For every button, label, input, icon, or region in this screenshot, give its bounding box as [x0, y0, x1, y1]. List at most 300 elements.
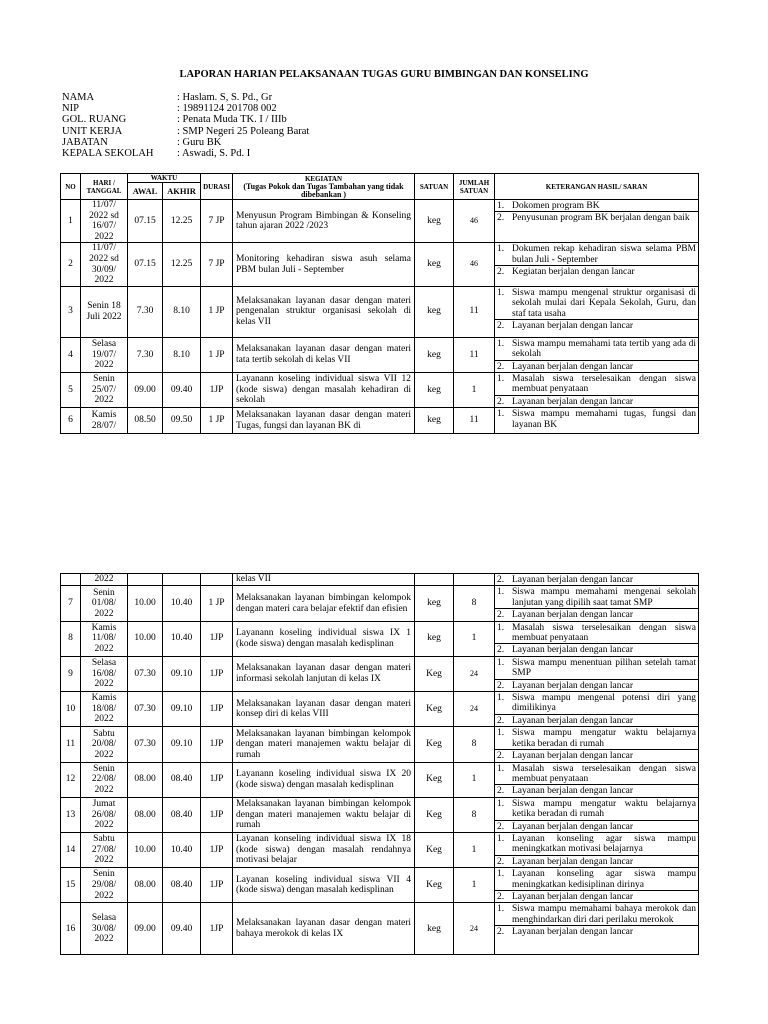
row-durasi: 1JP: [201, 656, 233, 691]
table-row: [61, 337, 699, 372]
keterangan-item: [495, 608, 698, 620]
row-no: 13: [61, 797, 81, 832]
row-akhir: 08.40: [163, 797, 201, 832]
row-no: 15: [61, 868, 81, 903]
row-akhir: 8.10: [163, 337, 201, 372]
row-durasi: 1 JP: [201, 586, 233, 621]
header-kegiatan-sub: (Tugas Pokok dan Tugas Tambahan yang tidak dibebankan ): [243, 181, 404, 199]
keterangan-item: [495, 265, 698, 277]
row-satuan: keg: [415, 200, 454, 243]
keterangan-item: [495, 319, 698, 331]
keterangan-text: Penyusunan program BK berjalan dengan baik: [512, 213, 690, 224]
keterangan-text: Layanan berjalan dengan lancar: [512, 575, 634, 585]
header-akhir: AKHIR: [163, 183, 201, 200]
row-jumlah: 24: [454, 903, 495, 955]
row-keterangan: [495, 656, 699, 691]
keterangan-number: 1.: [497, 657, 505, 668]
keterangan-number: 1.: [497, 833, 505, 844]
row-keterangan: [495, 586, 699, 621]
table-row: [61, 574, 699, 586]
row-jumlah: 24: [454, 656, 495, 691]
keterangan-item: [495, 784, 698, 796]
row-durasi: [201, 574, 233, 586]
row-no: 1: [61, 200, 81, 243]
keterangan-item: [495, 395, 698, 407]
keterangan-text: Siswa mampu memahami tata tertib yang ada di sekolah: [512, 338, 697, 360]
row-satuan: keg: [415, 337, 454, 372]
keterangan-text: Layanan berjalan dengan lancar: [512, 680, 634, 691]
keterangan-text: Layanan konseling agar siswa mampu meningkatkan motivasi belajarnya: [512, 833, 696, 855]
keterangan-item: [495, 820, 698, 832]
row-awal: 07.30: [128, 727, 163, 762]
row-awal: 7.30: [128, 286, 163, 337]
row-awal: 08.00: [128, 797, 163, 832]
row-kegiatan: Layanann koseling individual siswa IX 1 (kode siswa) dengan masalah kedisplinan: [233, 621, 415, 656]
table-row: [61, 692, 699, 727]
keterangan-number: 2.: [497, 645, 505, 656]
row-date: Senin 01/08/ 2022: [81, 586, 128, 621]
row-akhir: 09.50: [163, 408, 201, 434]
row-jumlah: 11: [454, 337, 495, 372]
keterangan-number: 2.: [497, 610, 505, 621]
row-keterangan: [495, 408, 699, 434]
row-date: Jumat 26/08/ 2022: [81, 797, 128, 832]
keterangan-text: Layanan konseling agar siswa mampu meningkatkan kedisiplinan dirinya: [512, 869, 696, 890]
row-jumlah: 1: [454, 621, 495, 656]
row-kegiatan: Layanann koseling individual siswa IX 20 (kode siswa) dengan masalah kedisplinan: [233, 762, 415, 797]
keterangan-item: [495, 622, 698, 644]
row-kegiatan: Menyusun Program Bimbingan & Konseling tahun ajaran 2022 /2023: [233, 200, 415, 243]
row-jumlah: 1: [454, 372, 495, 407]
keterangan-item: [495, 373, 698, 395]
row-awal: 08.50: [128, 408, 163, 434]
keterangan-item: [495, 408, 698, 430]
keterangan-item: [495, 338, 698, 360]
keterangan-text: Siswa mampu memahami bahaya merokok dan menghindarkan diri dari perilaku merokok: [512, 904, 696, 925]
row-jumlah: 46: [454, 243, 495, 286]
keterangan-number: 2.: [497, 267, 505, 278]
identity-key: NAMA: [62, 92, 95, 103]
table-row: [61, 727, 699, 762]
keterangan-number: 2.: [497, 927, 505, 938]
row-akhir: 09.40: [163, 903, 201, 955]
keterangan-number: 1.: [497, 728, 505, 739]
row-durasi: 1 JP: [201, 286, 233, 337]
row-jumlah: 46: [454, 200, 495, 243]
row-akhir: 10.40: [163, 586, 201, 621]
keterangan-number: 1.: [497, 622, 505, 633]
keterangan-text: Layanan berjalan dengan lancar: [512, 751, 634, 762]
row-jumlah: 11: [454, 286, 495, 337]
row-kegiatan: Melaksanakan layanan dasar dengan materi Tugas, fungsi dan layanan BK di: [233, 408, 415, 434]
keterangan-text: Siswa mampu mengenal potensi diri yang dimilikinya: [512, 693, 696, 714]
activity-table-page-2: [60, 573, 699, 955]
row-no: 9: [61, 656, 81, 691]
keterangan-text: Layanan berjalan dengan lancar: [512, 715, 634, 726]
keterangan-item: [495, 749, 698, 761]
header-satuan: SATUAN: [415, 174, 454, 200]
keterangan-number: 1.: [497, 904, 505, 915]
keterangan-text: Siswa mampu mengatur waktu belajarnya ketika beradan di rumah: [512, 728, 696, 749]
row-durasi: 1JP: [201, 692, 233, 727]
row-jumlah: 8: [454, 797, 495, 832]
keterangan-text: Layanan berjalan dengan lancar: [512, 320, 634, 331]
row-satuan: keg: [415, 243, 454, 286]
row-durasi: 7 JP: [201, 200, 233, 243]
row-satuan: keg: [415, 586, 454, 621]
row-keterangan: [495, 762, 699, 797]
table-row: [61, 656, 699, 691]
row-keterangan: [495, 621, 699, 656]
row-awal: 7.30: [128, 337, 163, 372]
keterangan-item: [495, 855, 698, 867]
row-jumlah: 24: [454, 692, 495, 727]
row-keterangan: [495, 200, 699, 243]
table-row: [61, 903, 699, 955]
row-kegiatan: Melaksanakan layanan bimbingan kelompok dengan materi manajemen waktu belajar di rumah: [233, 727, 415, 762]
keterangan-item: [495, 833, 698, 855]
row-no: 6: [61, 408, 81, 434]
keterangan-item: [495, 890, 698, 902]
row-keterangan: [495, 372, 699, 407]
row-kegiatan: Layanan konseling individual siswa IX 18 (kode siswa) dengan masalah rendahnya motivasi belajar: [233, 832, 415, 867]
row-jumlah: [454, 574, 495, 586]
keterangan-item: [495, 925, 698, 937]
row-durasi: 1 JP: [201, 337, 233, 372]
row-date: Selasa 30/08/ 2022: [81, 903, 128, 955]
row-keterangan: [495, 832, 699, 867]
keterangan-item: [495, 657, 698, 679]
row-date: Kamis 28/07/: [81, 408, 128, 434]
row-date: 11/07/ 2022 sd 16/07/ 2022: [81, 200, 128, 243]
row-awal: 07.30: [128, 692, 163, 727]
keterangan-text: Siswa mampu menentuan pilihan setelah tamat SMP: [512, 657, 696, 679]
row-kegiatan: Layanan koseling individual siswa VII 4 (kode siswa) dengan masalah kedisplinan: [233, 868, 415, 903]
row-keterangan: [495, 337, 699, 372]
keterangan-text: Layanan berjalan dengan lancar: [512, 610, 634, 621]
keterangan-text: Siswa mampu mengenal struktur organisasi di sekolah mulai dari Kepala Sekolah, Guru, dan staf tata usaha: [512, 287, 697, 319]
keterangan-item: [495, 586, 698, 608]
keterangan-item: [495, 868, 698, 890]
keterangan-text: Layanan berjalan dengan lancar: [512, 821, 634, 832]
row-date: Senin 25/07/ 2022: [81, 372, 128, 407]
row-durasi: 1 JP: [201, 408, 233, 434]
row-akhir: 12.25: [163, 243, 201, 286]
row-akhir: 09.40: [163, 372, 201, 407]
row-satuan: keg: [415, 903, 454, 955]
row-no: 4: [61, 337, 81, 372]
report-title: LAPORAN HARIAN PELAKSANAAN TUGAS GURU BIMBINGAN DAN KONSELING: [179, 69, 589, 80]
keterangan-text: Layanan berjalan dengan lancar: [512, 396, 634, 407]
row-no: 2: [61, 243, 81, 286]
keterangan-number: 2.: [497, 856, 505, 867]
row-satuan: [415, 574, 454, 586]
row-awal: 10.00: [128, 621, 163, 656]
row-date: Kamis 11/08/ 2022: [81, 621, 128, 656]
row-kegiatan: Melaksanakan layanan dasar dengan materi konsep diri di kelas VIII: [233, 692, 415, 727]
header-tanggal: HARI / TANGGAL: [81, 174, 128, 200]
row-durasi: 1JP: [201, 762, 233, 797]
row-awal: 08.00: [128, 762, 163, 797]
row-no: 7: [61, 586, 81, 621]
row-keterangan: [495, 868, 699, 903]
identity-value: : SMP Negeri 25 Poleang Barat: [177, 125, 310, 137]
row-no: 14: [61, 832, 81, 867]
keterangan-number: 2.: [497, 891, 505, 902]
header-no: NO: [61, 174, 81, 200]
header-jumlah: JUMLAH SATUAN: [454, 174, 495, 200]
keterangan-text: Siswa mampu mengatur waktu belajarnya ketika beradan di rumah: [512, 798, 696, 820]
row-awal: 09.00: [128, 903, 163, 955]
row-satuan: keg: [415, 286, 454, 337]
row-no: 10: [61, 692, 81, 727]
keterangan-text: Kegiatan berjalan dengan lancar: [512, 267, 635, 278]
row-awal: 09.00: [128, 372, 163, 407]
row-satuan: Keg: [415, 692, 454, 727]
row-awal: 10.00: [128, 832, 163, 867]
table-row: [61, 868, 699, 903]
row-keterangan: [495, 727, 699, 762]
table-row: [61, 243, 699, 286]
keterangan-text: Dokomen program BK: [512, 201, 600, 211]
row-durasi: 1JP: [201, 727, 233, 762]
identity-row: [62, 114, 309, 125]
row-date: Senin 22/08/ 2022: [81, 762, 128, 797]
row-kegiatan: Layanann koseling individual siswa VII 12 (kode siswa) dengan masalah kehadiran di sekolah: [233, 372, 415, 407]
identity-value: : 19891124 201708 002: [177, 103, 277, 115]
table-row: [61, 762, 699, 797]
row-durasi: 1JP: [201, 903, 233, 955]
keterangan-number: 2.: [497, 786, 505, 797]
keterangan-item: [495, 727, 698, 749]
keterangan-number: 2.: [497, 821, 505, 832]
keterangan-number: 1.: [497, 244, 505, 255]
keterangan-number: 2.: [497, 396, 505, 407]
row-no: [61, 574, 81, 586]
row-satuan: Keg: [415, 656, 454, 691]
keterangan-item: [495, 643, 698, 655]
row-satuan: Keg: [415, 832, 454, 867]
row-date: 11/07/ 2022 sd 30/09/ 2022: [81, 243, 128, 286]
row-awal: 07.15: [128, 243, 163, 286]
keterangan-item: [495, 679, 698, 691]
keterangan-text: Siswa mampu memahami tugas, fungsi dan layanan BK: [512, 409, 697, 430]
keterangan-number: 2.: [497, 751, 505, 762]
row-durasi: 1JP: [201, 372, 233, 407]
keterangan-number: 2.: [497, 680, 505, 691]
keterangan-item: [495, 211, 698, 223]
identity-key: JABATAN: [62, 136, 108, 148]
row-akhir: 10.40: [163, 621, 201, 656]
row-akhir: 08.40: [163, 762, 201, 797]
row-kegiatan: Melaksanakan layanan dasar dengan materi bahaya merokok di kelas IX: [233, 903, 415, 955]
row-awal: 07.15: [128, 200, 163, 243]
keterangan-number: 1.: [497, 869, 505, 880]
row-akhir: 09.10: [163, 656, 201, 691]
row-kegiatan: Melaksanakan layanan dasar dengan materi tata tertib sekolah di kelas VII: [233, 337, 415, 372]
identity-block: [62, 92, 309, 159]
identity-row: [62, 137, 309, 148]
row-durasi: 1JP: [201, 797, 233, 832]
keterangan-item: [495, 200, 698, 211]
row-kegiatan: Melaksanakan layanan bimbingan kelompok dengan materi manajemen waktu belajar di rumah: [233, 797, 415, 832]
keterangan-text: Layanan berjalan dengan lancar: [512, 645, 634, 656]
row-satuan: keg: [415, 621, 454, 656]
table-header: [61, 174, 699, 200]
row-akhir: [163, 574, 201, 586]
row-date: Kamis 18/08/ 2022: [81, 692, 128, 727]
row-akhir: 09.10: [163, 692, 201, 727]
keterangan-text: Layanan berjalan dengan lancar: [512, 891, 634, 902]
row-kegiatan: Melaksanakan layanan bimbingan kelompok dengan materi cara belajar efektif dan efisien: [233, 586, 415, 621]
row-akhir: 09.10: [163, 727, 201, 762]
keterangan-text: Masalah siswa terselesaikan dengan siswa membuat penyataan: [512, 622, 696, 644]
row-awal: 07.30: [128, 656, 163, 691]
identity-value: : Aswadi, S. Pd. I: [177, 148, 251, 160]
row-jumlah: 1: [454, 762, 495, 797]
keterangan-item: [495, 763, 698, 785]
row-kegiatan: Melaksanakan layanan dasar dengan materi informasi sekolah lanjutan di kelas IX: [233, 656, 415, 691]
row-akhir: 10.40: [163, 832, 201, 867]
identity-key: NIP: [62, 103, 79, 115]
keterangan-text: Layanan berjalan dengan lancar: [512, 927, 634, 938]
row-kegiatan: Melaksanakan layanan dasar dengan materi pengenalan struktur organisasi sekolah di kelas VII: [233, 286, 415, 337]
identity-key: GOL. RUANG: [62, 114, 127, 126]
row-kegiatan: kelas VII: [233, 574, 415, 586]
row-satuan: keg: [415, 408, 454, 434]
table-row: [61, 832, 699, 867]
keterangan-item: [495, 287, 698, 319]
keterangan-item: [495, 360, 698, 372]
row-keterangan: [495, 243, 699, 286]
identity-key: KEPALA SEKOLAH: [62, 148, 154, 160]
keterangan-number: 1.: [497, 287, 505, 298]
keterangan-item: [495, 798, 698, 820]
row-awal: [128, 574, 163, 586]
keterangan-text: Layanan berjalan dengan lancar: [512, 361, 634, 372]
row-no: 8: [61, 621, 81, 656]
row-akhir: 12.25: [163, 200, 201, 243]
row-date: Sabtu 20/08/ 2022: [81, 727, 128, 762]
row-no: 11: [61, 727, 81, 762]
row-date: Selasa 16/08/ 2022: [81, 656, 128, 691]
header-kegiatan: [233, 174, 415, 200]
row-satuan: keg: [415, 372, 454, 407]
row-no: 5: [61, 372, 81, 407]
identity-row: [62, 92, 309, 103]
keterangan-number: 1.: [497, 201, 505, 211]
row-kegiatan: Monitoring kehadiran siswa asuh selama PBM bulan Juli - September: [233, 243, 415, 286]
keterangan-number: 2.: [497, 715, 505, 726]
identity-value: : Penata Muda TK. I / IIIb: [177, 114, 287, 126]
row-keterangan: [495, 903, 699, 955]
table-row: [61, 797, 699, 832]
row-date: Sabtu 27/08/ 2022: [81, 832, 128, 867]
keterangan-number: 2.: [497, 575, 505, 585]
keterangan-number: 1.: [497, 587, 505, 598]
row-jumlah: 1: [454, 832, 495, 867]
row-date: Selasa 19/07/ 2022: [81, 337, 128, 372]
row-durasi: 1JP: [201, 621, 233, 656]
row-durasi: 1JP: [201, 832, 233, 867]
row-date: Senin 18 Juli 2022: [81, 286, 128, 337]
header-awal: AWAL: [128, 183, 163, 200]
row-keterangan: [495, 286, 699, 337]
row-date: Senin 29/08/ 2022: [81, 868, 128, 903]
row-no: 16: [61, 903, 81, 955]
row-satuan: Keg: [415, 797, 454, 832]
header-waktu: WAKTU: [128, 174, 201, 183]
row-satuan: Keg: [415, 727, 454, 762]
table-row: [61, 408, 699, 434]
table-row: [61, 621, 699, 656]
keterangan-item: [495, 574, 698, 585]
row-jumlah: 8: [454, 586, 495, 621]
keterangan-number: 2.: [497, 320, 505, 331]
identity-key: UNIT KERJA: [62, 125, 123, 137]
identity-row: [62, 148, 309, 159]
keterangan-item: [495, 692, 698, 714]
keterangan-item: [495, 243, 698, 265]
identity-value: : Haslam. S, S. Pd., Gr: [177, 92, 273, 103]
keterangan-text: Siswa mampu memahami mengenai sekolah lanjutan yang dipilih saat tamat SMP: [512, 587, 696, 608]
row-akhir: 08.40: [163, 868, 201, 903]
keterangan-item: [495, 903, 698, 925]
table-row: [61, 200, 699, 243]
row-no: 3: [61, 286, 81, 337]
activity-table-page-1: [60, 173, 699, 434]
row-jumlah: 1: [454, 868, 495, 903]
keterangan-number: 1.: [497, 409, 505, 420]
row-jumlah: 11: [454, 408, 495, 434]
keterangan-number: 1.: [497, 373, 505, 384]
keterangan-text: Layanan berjalan dengan lancar: [512, 786, 634, 797]
keterangan-number: 2.: [497, 213, 505, 224]
identity-row: [62, 126, 309, 137]
keterangan-number: 2.: [497, 361, 505, 372]
row-date: 2022: [81, 574, 128, 586]
keterangan-text: Masalah siswa terselesaikan dengan siswa membuat penyataan: [512, 763, 696, 784]
row-jumlah: 8: [454, 727, 495, 762]
row-akhir: 8.10: [163, 286, 201, 337]
row-no: 12: [61, 762, 81, 797]
keterangan-number: 1.: [497, 763, 505, 774]
row-keterangan: [495, 692, 699, 727]
table-row: [61, 286, 699, 337]
row-durasi: 7 JP: [201, 243, 233, 286]
row-keterangan: [495, 574, 699, 586]
keterangan-number: 1.: [497, 693, 505, 704]
identity-value: : Guru BK: [177, 136, 222, 148]
row-satuan: Keg: [415, 868, 454, 903]
keterangan-text: Masalah siswa terselesaikan dengan siswa membuat penyataan: [512, 373, 697, 395]
row-satuan: Keg: [415, 762, 454, 797]
header-kegiatan-label: KEGIATAN: [304, 174, 343, 183]
keterangan-number: 1.: [497, 338, 505, 349]
table-row: [61, 372, 699, 407]
keterangan-item: [495, 714, 698, 726]
header-durasi: DURASI: [201, 174, 233, 200]
row-awal: 10.00: [128, 586, 163, 621]
keterangan-text: Dokumen rekap kehadiran siswa selama PBM bulan Juli - September: [512, 244, 697, 265]
keterangan-text: Layanan berjalan dengan lancar: [512, 856, 634, 867]
keterangan-number: 1.: [497, 798, 505, 809]
table-row: [61, 586, 699, 621]
identity-row: [62, 103, 309, 114]
row-durasi: 1JP: [201, 868, 233, 903]
row-awal: 08.00: [128, 868, 163, 903]
row-keterangan: [495, 797, 699, 832]
